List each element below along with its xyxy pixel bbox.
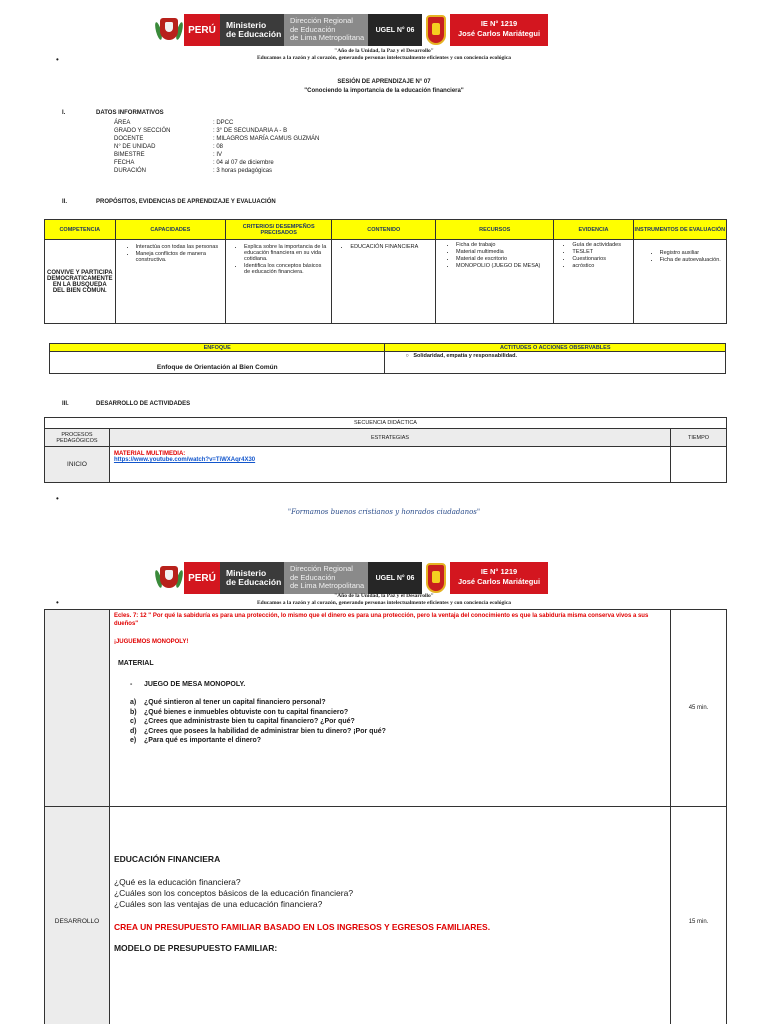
col-header: CONTENIDO [332,220,436,240]
enfoque-header: ENFOQUE [50,344,385,352]
preguntas-list [130,698,666,746]
info-row: GRADO Y SECCIÓN : 3° DE SECUNDARIA A - B [114,128,288,134]
actitudes-header: ACTITUDES O ACCIONES OBSERVABLES [385,344,726,352]
recursos-cell [436,240,554,324]
list-item: • acróstico [572,263,629,269]
tiempo-cell: 15 min. [671,807,727,1024]
estrategias-cell [109,610,670,807]
instrumentos-cell [633,240,726,324]
desarrollo-cell: DESARROLLO [45,807,110,1024]
peru-label: PERÚ [184,562,220,594]
secuencia-title: SECUENCIA DIDÁCTICA [45,418,727,429]
col-header: INSTRUMENTOS DE EVALUACIÓN [633,220,726,240]
enfoque-table [49,343,726,374]
school-motto: Educamos a la razón y al corazón, generando personas intelectualmente eficientes y con conciencia ecológica [256,600,512,606]
desarrollo-table [44,609,727,1024]
list-item: • Explica sobre la importancia de la educación financiera en su vida cotidiana. [244,244,328,262]
school-slogan: "Formamos buenos cristianos y honrados ciudadanos" [287,508,481,516]
info-row: N° DE UNIDAD : 08 [114,144,224,150]
material-multimedia-label: MATERIAL MULTIMEDIA: [113,451,186,457]
info-row: ÁREA : DPCC [114,120,234,126]
secuencia-table [44,417,727,483]
col-header: RECURSOS [436,220,554,240]
estrategias-cell [109,807,670,1024]
peru-coat-of-arms-icon [158,16,180,44]
year-motto: "Año de la Unidad, la Paz y el Desarrollo" [334,48,434,54]
col-header: EVIDENCIA [554,220,633,240]
list-item: • Cuestionarios [572,256,629,262]
header-banner [158,562,548,594]
col-header: CAPACIDADES [115,220,225,240]
criterios-cell [226,240,332,324]
school-motto: Educamos a la razón y al corazón, generando personas intelectualmente eficientes y con conciencia ecológica [256,55,512,61]
bullet-mark: • [56,598,59,607]
material-label: MATERIAL [117,660,154,667]
enfoque-cell: Enfoque de Orientación al Bien Común [50,352,385,374]
list-item: • Material multimedia [456,249,550,255]
capacidades-cell [115,240,225,324]
list-item: • Ficha de trabajo [456,242,550,248]
crea-presupuesto: CREA UN PRESUPUESTO FAMILIAR BASADO EN LOS INGRESOS Y EGRESOS FAMILIARES. [113,921,491,932]
contenido-cell [332,240,436,324]
ministerio-label: Ministerio de Educación [220,562,284,594]
list-item: b) ¿Qué bienes e inmuebles obtuviste con tu capital financiero? [129,708,349,716]
session-title: SESIÓN DE APRENDIZAJE N° 07 [337,79,431,85]
list-item: • Maneja conflictos de manera constructiva. [136,251,221,263]
list-item: • EDUCACIÓN FINANCIERA [350,244,432,250]
dre-label: Dirección Regional de Educación de Lima Metropolitana [284,14,368,46]
estrategias-header: ESTRATEGIAS [109,429,670,447]
procesos-header: PROCESOS PEDAGÓGICOS [45,429,110,447]
evidencia-cell [554,240,633,324]
list-item: • Ficha de autoevaluación. [660,257,723,263]
year-motto: "Año de la Unidad, la Paz y el Desarrollo" [334,593,434,599]
list-item: • MONOPOLIO (JUEGO DE MESA) [456,263,550,269]
circle-bullet-icon: ○ [405,353,409,359]
session-subtitle: "Conociendo la importancia de la educación financiera" [304,88,464,94]
list-item: ¿Cuáles son las ventajas de una educación financiera? [113,898,323,909]
list-item: • Registro auxiliar [660,250,723,256]
tiempo-header: TIEMPO [671,429,727,447]
info-row: BIMESTRE : IV [114,152,223,158]
modelo-presupuesto: MODELO DE PRESUPUESTO FAMILIAR: [113,942,278,953]
ie-label: IE N° 1219 José Carlos Mariátegui [450,14,548,46]
bullet-mark: • [56,55,59,64]
tiempo-cell: 45 min. [671,610,727,807]
list-item: ¿Qué es la educación financiera? [113,876,241,887]
info-row: DOCENTE : MILAGROS MARÍA CAMUS GUZMÁN [114,136,320,142]
youtube-link[interactable]: https://www.youtube.com/watch?v=TiWXAqr4X30 [113,457,256,463]
list-item: c) ¿Crees que administraste bien tu capital financiero? ¿Por qué? [129,718,355,725]
ef-title: EDUCACIÓN FINANCIERA [113,854,221,864]
list-item: • Identifica los conceptos básicos de educación financiera. [244,263,328,275]
list-item: e) ¿Para qué es importante el dinero? [129,737,262,744]
list-item: • TESLET [572,249,629,255]
school-emblem-icon [422,14,450,46]
list-item: ¿Cuáles son los conceptos básicos de la educación financiera? [113,887,354,898]
header-banner [158,14,548,46]
actitudes-cell: ○ Solidaridad, empatía y responsabilidad. [385,352,726,374]
ugel-label: UGEL N° 06 [368,562,422,594]
list-item: • Guía de actividades [572,242,629,248]
school-emblem-icon [422,562,450,594]
ministerio-label: Ministerio de Educación [220,14,284,46]
col-header: COMPETENCIA [45,220,116,240]
competencia-cell: CONVIVE Y PARTICIPA DEMOCRATICAMENTE EN LA BUSQUEDA DEL BIEN COMÚN. [45,240,116,324]
peru-coat-of-arms-icon [158,564,180,592]
info-row: DURACIÓN : 3 horas pedagógicas [114,168,273,174]
competencias-table [44,219,727,324]
bullet-mark: • [56,494,59,503]
dre-label: Dirección Regional de Educación de Lima Metropolitana [284,562,368,594]
list-item: d) ¿Crees que posees la habilidad de administrar bien tu dinero? ¡Por qué? [129,727,386,735]
proceso-cell-empty [45,610,110,807]
info-row: FECHA : 04 al 07 de diciembre [114,160,274,166]
ugel-label: UGEL N° 06 [368,14,422,46]
ef-questions [114,877,666,910]
ecles-quote: Ecles. 7: 12 " Por qué la sabiduría es para una protección, lo mismo que el dinero es para una protección, pero la ventaja del conocimiento es que la sabiduría misma conserva vivos a sus dueños" [113,613,649,627]
list-item: • Material de escritorio [456,256,550,262]
col-header: CRITERIOS/ DESEMPEÑOS PRECISADOS [226,220,332,240]
inicio-tiempo [671,447,727,483]
list-item: • Interactúa con todas las personas [136,244,221,250]
inicio-cell: INICIO [45,447,110,483]
juguemos-label: ¡JUGUEMOS MONOPOLY! [113,639,189,645]
datos-informativos [114,119,319,175]
document-page-1: PERÚ Ministerio de Educación Dirección Regional de Educación de Lima Metropolitana UGEL N° 06 IE N° 1219 José Carlos Mariátegui "Año de la Unidad, la Paz y el Desarrollo" Educamos a la razón y al corazón, generando personas intelectualmente eficientes y con conciencia ecológica • SESIÓN DE APRENDIZAJE N° 07 "Conociendo la importancia de la educación financiera" I. DATOS INFORMATIVOS ÁREA : DPCC GRADO Y SECCIÓN : 3° DE SECUNDARIA A - B DOCENTE : MILAGROS MARÍA CAMUS GUZMÁN N° DE UNIDAD : 08 BIMESTRE : IV FECHA : 04 al 07 de diciembre DURACIÓN : 3 horas pedagógicas II. PROPÓSITOS, EVIDENCIAS DE APRENDIZAJE Y EVALUACIÓN COMPETENCIA CAPACIDADES CRITERIOS/ DESEMPEÑOS PRECISADOS CONTENIDO RECURSOS EVIDENCIA INSTRUMENTOS DE EVALUACIÓN CONVIVE Y PARTICIPA DEMOCRATICAMENTE EN LA BUSQUEDA DEL BIEN COMÚN. • Interactúa con todas las personas • Maneja conflictos de manera constructiva. • Explica sobre la importancia de la educación financiera en su vida cotidiana. • Identifica los conceptos básicos de educación financiera. • EDUCACIÓN FINANCIERA • Ficha de trabajo • Material multimedia • Material de escritorio • MONOPOLIO (JUEGO DE MESA) • Guía de actividades • TESLET • Cuestionarios • acróstico • Registro auxiliar • Ficha de autoevaluación. ENFOQUE ACTITUDES O ACCIONES OBSERVABLES Enfoque de Orientación al Bien Común ○ Solidaridad, empatía y responsabilidad. III. DESARROLLO DE ACTIVIDADES SECUENCIA DIDÁCTICA PROCESOS PEDAGÓGICOS ESTRATEGIAS TIEMPO INICIO MATERIAL MULTIMEDIA: https://www.youtube.com/watch?v=TiWXAqr4X30 • "Formamos buenos cristianos y honrados ciudadanos" [0,0,768,536]
list-item: a) ¿Qué sintieron al tener un capital financiero personal? [129,699,326,706]
juego-label: - JUEGO DE MESA MONOPOLY. [129,680,246,688]
peru-label: PERÚ [184,14,220,46]
inicio-estrategias [109,447,670,483]
ie-label: IE N° 1219 José Carlos Mariátegui [450,562,548,594]
